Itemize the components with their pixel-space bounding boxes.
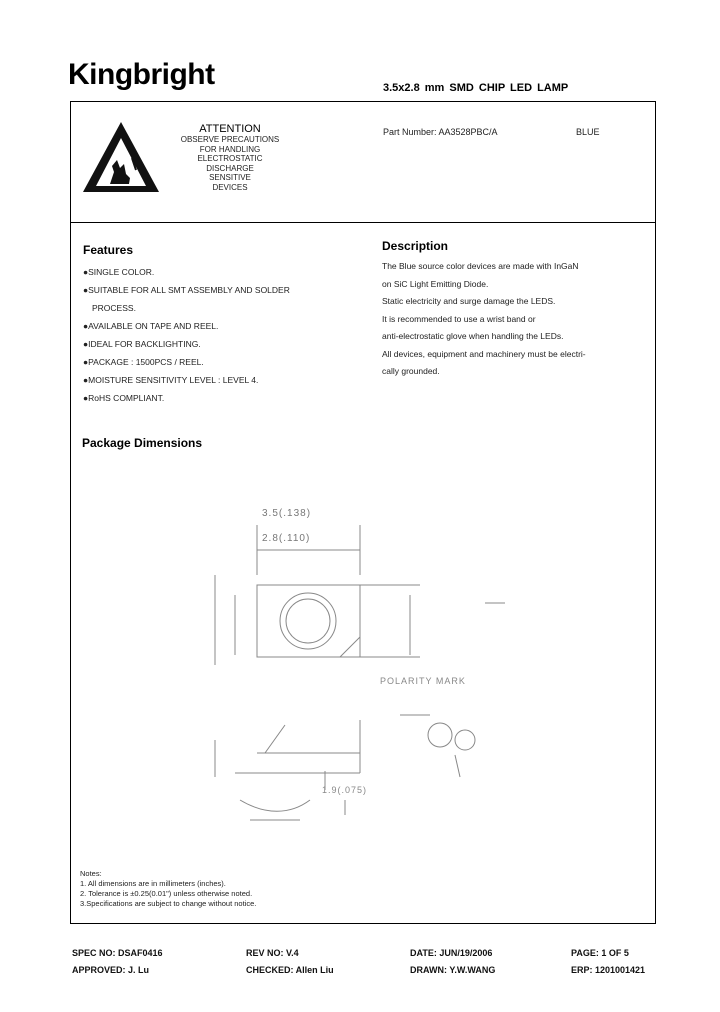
feature-item: ●SUITABLE FOR ALL SMT ASSEMBLY AND SOLDER xyxy=(83,285,290,295)
attention-line: SENSITIVE xyxy=(209,173,251,183)
checked-by: CHECKED: Allen Liu xyxy=(246,965,334,975)
dim-bottom-label: 1.9(.075) xyxy=(322,785,368,795)
feature-item-continued: PROCESS. xyxy=(92,303,136,313)
esd-warning-icon xyxy=(80,118,162,196)
notes-block xyxy=(80,869,256,909)
features-list xyxy=(83,263,290,407)
notes-heading: Notes: xyxy=(80,869,102,878)
attention-heading: ATTENTION xyxy=(199,123,261,135)
dim-height-label: 2.8(.110) xyxy=(262,533,311,544)
attention-line: ELECTROSTATIC xyxy=(197,154,263,164)
description-heading: Description xyxy=(382,239,449,253)
document-title: 3.5x2.8 mm SMD CHIP LED LAMP xyxy=(383,82,569,94)
description-line: anti-electrostatic glove when handling the LEDs. xyxy=(382,331,564,341)
description-line: Static electricity and surge damage the LEDS. xyxy=(382,296,556,306)
description-line: All devices, equipment and machinery must be electri- xyxy=(382,348,586,359)
feature-item: ●MOISTURE SENSITIVITY LEVEL : LEVEL 4. xyxy=(83,375,259,385)
description-line: It is recommended to use a wrist band or xyxy=(382,313,536,324)
package-heading: Package Dimensions xyxy=(82,436,203,450)
dim-width-label: 3.5(.138) xyxy=(262,508,312,519)
description-line: The Blue source color devices are made with InGaN xyxy=(382,261,579,271)
attention-block xyxy=(160,123,300,193)
package-drawing xyxy=(195,515,525,835)
attention-line: OBSERVE PRECAUTIONS xyxy=(180,135,280,144)
feature-item: ●PACKAGE : 1500PCS / REEL. xyxy=(83,357,204,367)
attention-line: DISCHARGE xyxy=(206,163,254,173)
description-line: on SiC Light Emitting Diode. xyxy=(382,278,489,289)
feature-item: ●IDEAL FOR BACKLIGHTING. xyxy=(83,339,201,349)
page-number: PAGE: 1 OF 5 xyxy=(571,948,629,958)
erp-number: ERP: 1201001421 xyxy=(571,965,646,975)
note-line: 2. Tolerance is ±0.25(0.01") unless otherwise noted. xyxy=(80,889,253,898)
feature-item: ●AVAILABLE ON TAPE AND REEL. xyxy=(83,321,219,331)
description-text xyxy=(382,258,648,381)
note-line: 3.Specifications are subject to change without notice. xyxy=(80,899,257,908)
revision-number: REV NO: V.4 xyxy=(246,948,299,958)
document-date: DATE: JUN/19/2006 xyxy=(410,948,493,958)
note-line: 1. All dimensions are in millimeters (inches). xyxy=(80,879,226,888)
approved-by: APPROVED: J. Lu xyxy=(72,965,150,975)
drawn-by: DRAWN: Y.W.WANG xyxy=(410,965,496,975)
feature-item: ●SINGLE COLOR. xyxy=(83,267,155,277)
part-number: Part Number: AA3528PBC/A xyxy=(383,127,498,137)
brand-logo: Kingbright xyxy=(68,58,215,91)
header-divider xyxy=(70,222,656,223)
part-color: BLUE xyxy=(576,127,600,137)
attention-line: FOR HANDLING xyxy=(199,144,261,154)
attention-line: DEVICES xyxy=(212,182,248,192)
description-line: cally grounded. xyxy=(382,366,440,376)
feature-item: ●RoHS COMPLIANT. xyxy=(83,393,165,403)
features-heading: Features xyxy=(83,243,134,257)
polarity-mark-label: POLARITY MARK xyxy=(380,676,466,686)
spec-number: SPEC NO: DSAF0416 xyxy=(72,948,163,958)
